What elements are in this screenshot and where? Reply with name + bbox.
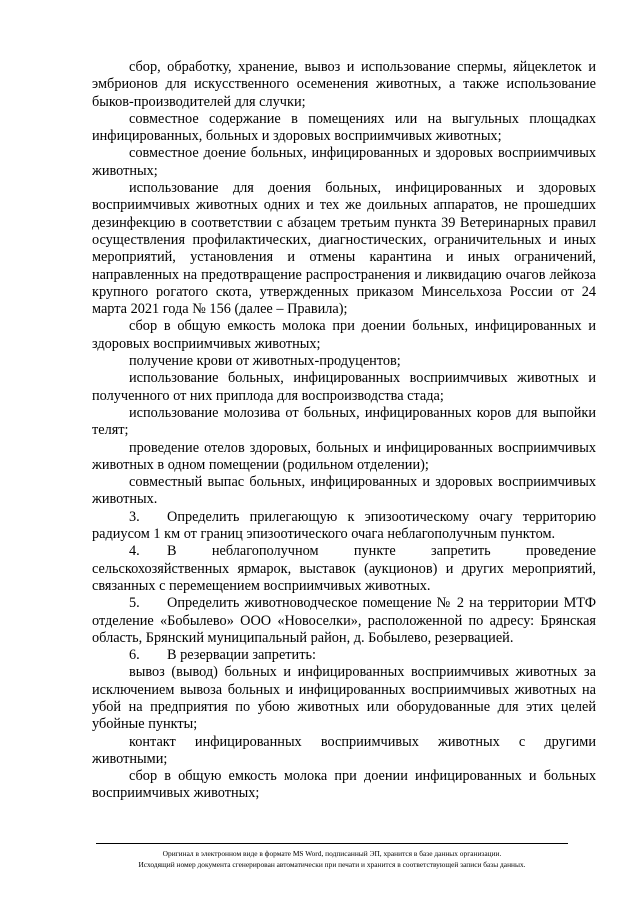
page-footer (60, 848, 604, 870)
item-text: В резервации запретить: (167, 647, 316, 664)
item-number: 5. (129, 595, 140, 612)
paragraph: сбор, обработку, хранение, вывоз и использование спермы, яйцеклеток и эмбрионов для искусственного осеменения животных, а также использование быков-производителей для случки; (92, 59, 596, 110)
numbered-paragraph-3 (92, 509, 596, 544)
paragraph: совместный выпас больных, инфицированных и здоровых восприимчивых животных. (92, 474, 596, 508)
paragraph: использование для доения больных, инфицированных и здоровых восприимчивых животных одних и тех же доильных аппаратов, не прошедших дезинфекцию в соответствии с абзацем третьим пункта 39 Ветеринарных правил осуществления профилактических, диагностических, ограничительных и иных мероприятий, установления и отмены карантина и иных ограничений, направленных на предотвращение распространения и ликвидацию очагов лейкоза крупного рогатого скота, утвержденных приказом Минсельхоза России от 24 марта 2021 года № 156 (далее – Правила); (92, 180, 596, 318)
numbered-paragraph-5 (92, 595, 596, 647)
document-body (92, 59, 596, 803)
paragraph: получение крови от животных-продуцентов; (129, 353, 401, 370)
paragraph: использование молозива от больных, инфицированных коров для выпойки телят; (92, 404, 596, 439)
item-number: 6. (129, 647, 140, 664)
paragraph: вывоз (вывод) больных и инфицированных восприимчивых животных за исключением вывоза больных и инфицированных восприимчивых животных на убой на предприятия по убою животных или оборудованные для этих целей убойные пункты; (92, 664, 596, 733)
paragraph: проведение отелов здоровых, больных и инфицированных восприимчивых животных в одном помещении (родильном отделении); (92, 439, 596, 473)
footer-divider (96, 843, 568, 844)
footer-line: Оригинал в электронном виде в формате MS Word, подписанный ЭП, хранится в базе данных организации. (162, 849, 502, 858)
item-number: 4. (129, 543, 140, 560)
paragraph: сбор в общую емкость молока при доении больных, инфицированных и здоровых восприимчивых животных; (92, 318, 596, 352)
item-text: В неблагополучном пункте запретить проведение сельскохозяйственных ярмарок, выставок (аукционов) и других мероприятий, связанных с перемещением восприимчивых животных. (92, 543, 596, 594)
item-text: Определить прилегающую к эпизоотическому очагу территорию радиусом 1 км от границ эпизоотического очага неблагополучным пунктом. (92, 508, 596, 543)
numbered-paragraph-6 (92, 647, 596, 664)
paragraph: совместное содержание в помещениях или на выгульных площадках инфицированных, больных и здоровых восприимчивых животных; (92, 110, 596, 145)
footer-line: Исходящий номер документа сгенерирован автоматически при печати и хранится в соответствующей записи базы данных. (138, 860, 526, 869)
paragraph: совместное доение больных, инфицированных и здоровых восприимчивых животных; (92, 145, 596, 179)
item-text: Определить животноводческое помещение № 2 на территории МТФ отделение «Бобылево» ООО «Новоселки», расположенной по адресу: Брянская область, Брянский муниципальный район, д. Бобылево, резервацией. (92, 595, 596, 646)
paragraph: сбор в общую емкость молока при доении инфицированных и больных восприимчивых животных; (92, 768, 596, 802)
item-number: 3. (129, 508, 140, 525)
paragraph: контакт инфицированных восприимчивых животных с другими животными; (92, 733, 596, 767)
numbered-paragraph-4 (92, 543, 596, 595)
paragraph: использование больных, инфицированных восприимчивых животных и полученного от них приплода для воспроизводства стада; (92, 370, 596, 404)
